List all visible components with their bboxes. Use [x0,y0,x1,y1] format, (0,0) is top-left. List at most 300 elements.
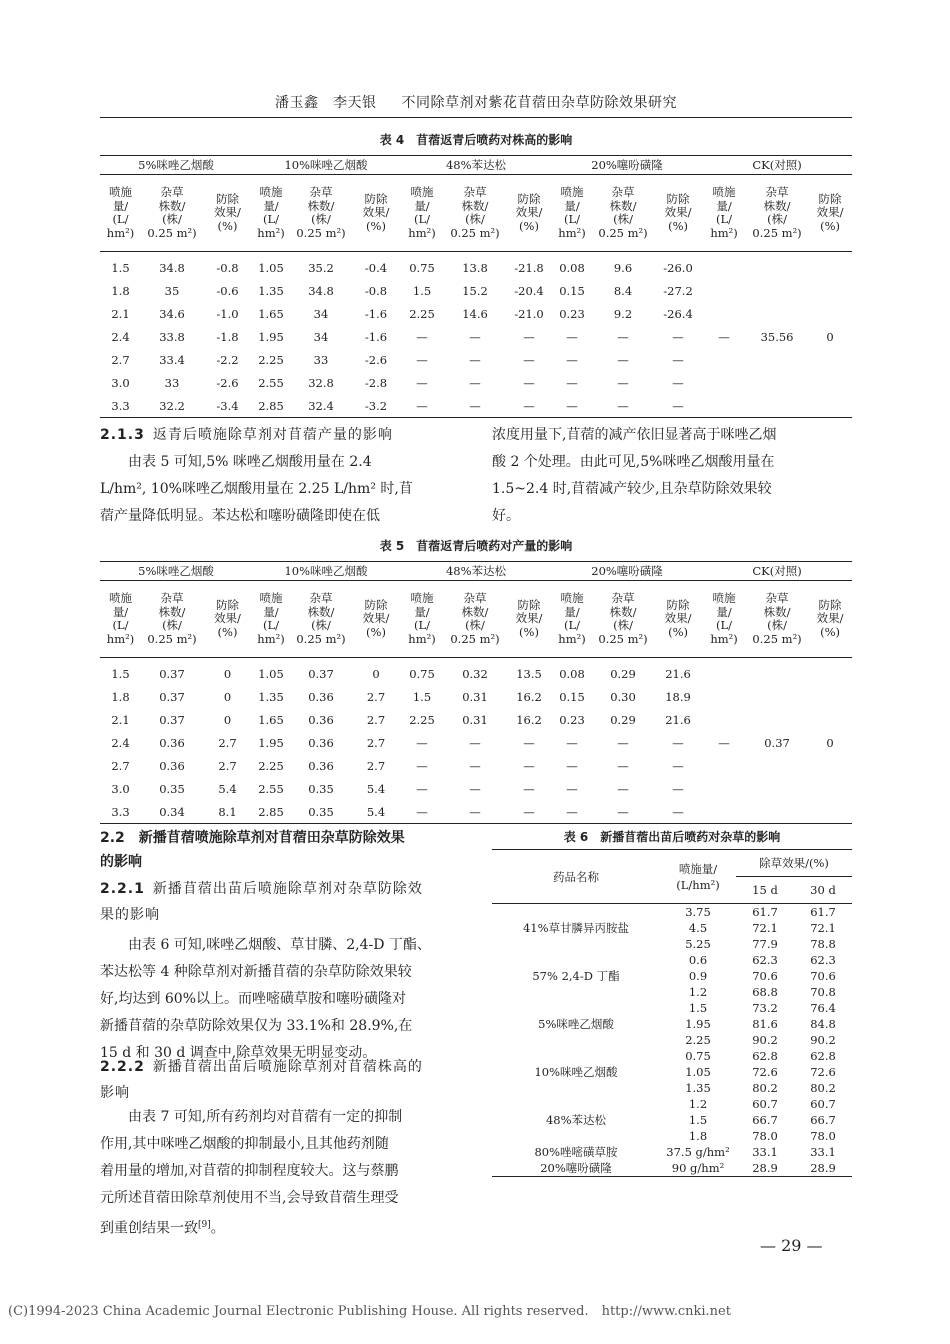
table-cell: -0.6 [216,283,239,298]
table-cell: 28.9 [810,1161,836,1175]
table-cell: 2.4 [111,329,130,344]
table-cell: 61.7 [810,905,836,919]
sec22-title [100,826,460,874]
table-cell: — [416,758,428,773]
table-cell: 0.9 [688,969,708,983]
table-cell: 33 [313,352,329,367]
table-cell: 2.7 [111,352,130,367]
table-cell: — [566,398,578,413]
table4-subheader-text: 杂草 株数/ (株/ 0.25 m²) [147,185,197,240]
table-cell: 2.7 [366,758,386,773]
sec213-line: 由表 5 可知,5% 咪唑乙烟酸用量在 2.4 [128,454,372,470]
ck-cell: — [718,329,730,344]
table4-subheader-text: 防除 效果/ (%) [362,191,390,233]
header-authors: 潘玉鑫 李天银 [275,95,377,111]
table5-subheader-text: 喷施 量/ (L/ hm²) [408,591,436,646]
table-cell: -27.2 [663,283,693,298]
table-cell: 34.8 [308,283,334,298]
sec213-line: L/hm², 10%咪唑乙烟酸用量在 2.25 L/hm² 时,苜 [100,481,413,497]
t6-drug-name: 10%咪唑乙烟酸 [534,1065,618,1079]
table4-subheader [203,175,252,252]
t6-drug-name: 48%苯达松 [545,1113,607,1127]
table-cell: — [672,375,684,390]
table-cell: 0.08 [559,666,585,681]
table-cell: — [523,804,535,819]
table-cell: 1.5 [688,1113,708,1127]
ck-cell: 0 [826,329,834,344]
table-cell: 1.5 [688,1001,708,1015]
running-header [100,92,852,112]
table-cell: — [416,735,428,750]
table-cell: 33.1 [752,1145,778,1159]
table4-subheader [290,175,352,252]
table-cell: 1.8 [688,1129,708,1143]
t6-col-rate-line2: (L/hm²) [676,877,720,892]
table-cell: — [416,781,428,796]
table-cell: 9.6 [613,260,633,275]
header-title: 不同除草剂对紫花苜蓿田杂草防除效果研究 [401,95,677,111]
sec22-title-line2: 的影响 [100,854,142,870]
table4-sub-header [100,175,852,252]
table-row [492,1048,852,1064]
table-cell: 0.36 [308,758,334,773]
table4-subheader-text: 喷施 量/ (L/ hm²) [558,185,586,240]
table5-subheader [592,581,654,658]
table-cell: — [416,375,428,390]
table-cell: — [617,735,629,750]
table-cell: -2.6 [216,375,239,390]
table-cell: 0.6 [688,953,708,967]
table5-container [100,561,852,824]
table-cell: -20.4 [514,283,544,298]
table-cell: 2.7 [366,735,386,750]
table5-group-0: 5%咪唑乙烟酸 [100,562,252,581]
sec222-num: 2.2.2 [100,1059,145,1075]
table-cell: 0.36 [308,712,334,727]
table-cell: 3.0 [111,781,130,796]
table-cell: — [416,804,428,819]
table-cell: — [672,352,684,367]
table-cell: — [617,781,629,796]
table-cell: 14.6 [462,306,488,321]
t6-col-effect: 除草效果/(%) [736,850,852,877]
table-cell: — [469,352,481,367]
table-cell: -0.8 [216,260,239,275]
table-cell: 0.37 [308,666,334,681]
sec222-line: 元所述苜蓿田除草剂使用不当,会导致苜蓿生理受 [100,1190,399,1206]
table-cell: — [672,735,684,750]
table-cell: 77.9 [752,937,778,951]
table-cell: — [617,352,629,367]
table-cell: — [469,398,481,413]
table-row [492,1144,852,1160]
table5-group-header [100,562,852,581]
table-cell: 1.95 [685,1017,711,1031]
table4-group-3: 20%噻吩磺隆 [552,156,702,175]
table-cell: 80.2 [810,1081,836,1095]
table-cell: 90.2 [752,1033,778,1047]
table-row [492,904,852,921]
table-cell: 2.85 [258,804,284,819]
table-cell: 0.23 [559,712,585,727]
table-cell: 16.2 [516,712,542,727]
sec221-body [100,932,460,1067]
table4-subheader [400,175,444,252]
ck-cell: 0.37 [764,735,790,750]
table-cell: — [672,804,684,819]
citation: [9] [198,1220,211,1230]
table-cell: 2.25 [258,758,284,773]
sec222-line: 到重创结果一致 [100,1220,198,1237]
sec222-line: 由表 7 可知,所有药剂均对苜蓿有一定的抑制 [128,1109,403,1125]
sec221-line: 好,均达到 60%以上。而唑嘧磺草胺和噻吩磺隆对 [100,991,407,1007]
table-cell: 34 [313,329,329,344]
table-cell: 2.55 [258,375,284,390]
table6 [492,849,852,1177]
table-cell: -3.4 [216,398,239,413]
table-cell: 2.25 [409,306,435,321]
table5-subheader-text: 防除 效果/ (%) [816,597,844,639]
ck-cell: 35.56 [760,329,794,344]
ck-cell: — [718,735,730,750]
table-cell: 0.37 [159,689,185,704]
table-cell: — [617,804,629,819]
table-cell: 18.9 [665,689,691,704]
copyright-footer: (C)1994-2023 China Academic Journal Electronic Publishing House. All rights reserved. http://www.cnki.net [8,1304,731,1319]
table5-subheader [100,581,141,658]
table4-container [100,155,852,418]
table5 [100,561,852,824]
table-cell: 70.6 [810,969,836,983]
sec213-line: 酸 2 个处理。由此可见,5%咪唑乙烟酸用量在 [492,454,775,470]
table-cell: 68.8 [752,985,778,999]
table-cell: — [523,781,535,796]
table4-subheader-text: 防除 效果/ (%) [816,191,844,233]
table-cell: 33 [164,375,180,390]
sec221-num: 2.2.1 [100,881,145,897]
table-cell: — [469,781,481,796]
table-cell: 73.2 [752,1001,778,1015]
table-cell: 76.4 [810,1001,836,1015]
table4-subheader [444,175,506,252]
table4-subheader-text: 喷施 量/ (L/ hm²) [257,185,285,240]
table4-subheader [746,175,808,252]
table-cell: 8.4 [613,283,633,298]
table-cell: 0.30 [610,689,636,704]
sec213-num: 2.1.3 [100,427,145,443]
table-cell: 72.1 [752,921,778,935]
table-cell: 33.4 [159,352,185,367]
table-row [492,1096,852,1112]
table4-subheader-text: 杂草 株数/ (株/ 0.25 m²) [296,185,346,240]
sec222-line-end: 。 [210,1220,225,1237]
table-cell: 13.5 [516,666,542,681]
table5-subheader-text: 防除 效果/ (%) [362,597,390,639]
table-cell: — [416,398,428,413]
table4-subheader [100,175,141,252]
table-cell: 0.31 [462,689,488,704]
table-cell: -0.4 [364,260,388,275]
table-cell: 81.6 [752,1017,778,1031]
sec221-text: 新播苜蓿出苗后喷施除草剂对杂草防除效 [152,881,423,897]
table-cell: 3.3 [111,398,130,413]
table-cell: 1.35 [258,283,284,298]
table-cell: 32.4 [308,398,334,413]
table-cell: 5.4 [218,781,237,796]
table-cell: 2.7 [218,758,237,773]
table5-subheader-text: 杂草 株数/ (株/ 0.25 m²) [752,591,802,646]
table-cell: 0.29 [610,666,636,681]
table-cell: — [523,329,535,344]
table-cell: 0.29 [610,712,636,727]
table5-subheader [252,581,290,658]
table-cell: 1.5 [111,666,130,681]
table-cell: 0.08 [559,260,585,275]
table-cell: 66.7 [810,1113,836,1127]
sec213-line: 蓿产量降低明显。苯达松和噻吩磺隆即使在低 [100,508,380,524]
table-cell: 5.4 [366,781,386,796]
table5-subheader-text: 喷施 量/ (L/ hm²) [106,591,135,646]
sec221-title [100,876,462,928]
table4-subheader-text: 防除 效果/ (%) [664,191,692,233]
table-cell: 66.7 [752,1113,778,1127]
table4-group-header [100,156,852,175]
table4-subheader-text: 喷施 量/ (L/ hm²) [106,185,135,240]
t6-drug-name: 57% 2,4-D 丁酯 [532,969,620,983]
t6-drug-name: 41%草甘膦异丙胺盐 [522,921,630,935]
table-cell: 84.8 [810,1017,836,1031]
table-cell: 34.6 [159,306,185,321]
table-cell: 1.8 [111,283,130,298]
table-cell: — [672,329,684,344]
table-cell: — [416,352,428,367]
table-cell: 1.5 [412,283,432,298]
sec221-line: 新播苜蓿的杂草防除效果仅为 33.1%和 28.9%,在 [100,1018,413,1034]
table-cell: — [469,804,481,819]
table6-caption: 表 6 新播苜蓿出苗后喷药对杂草的影响 [563,830,781,844]
table-cell: 2.7 [366,712,386,727]
table4-subheader-text: 杂草 株数/ (株/ 0.25 m²) [752,185,802,240]
table4-subheader [552,175,592,252]
table-cell: 0.37 [159,666,185,681]
table6-container [492,849,852,1177]
sec213-left-column [100,449,460,530]
table-row [492,1000,852,1016]
table-cell: 62.3 [752,953,778,967]
table-cell: -1.6 [364,306,388,321]
table-cell: 21.6 [665,712,691,727]
table4-subheader [352,175,400,252]
table-cell: 1.5 [111,260,130,275]
table4-subheader [252,175,290,252]
table4-subheader [141,175,203,252]
table-cell: — [672,398,684,413]
table5-group-2: 48%苯达松 [400,562,552,581]
table-cell: 2.25 [409,712,435,727]
table-cell: 3.0 [111,375,130,390]
table4-subheader [654,175,702,252]
sec213-line: 好。 [492,508,520,524]
table-cell: — [469,329,481,344]
table-cell: 1.2 [688,985,708,999]
table-cell: 0.35 [308,781,334,796]
table-cell: 33.1 [810,1145,836,1159]
table-cell: — [523,758,535,773]
table-cell: -1.0 [216,306,239,321]
table5-subheader [702,581,746,658]
table-cell: 72.1 [810,921,836,935]
table-cell: — [672,758,684,773]
sec213-right-column [492,422,852,530]
table-cell: 1.35 [685,1081,711,1095]
t6-col-rate [660,850,736,904]
table-cell: 1.95 [258,735,284,750]
table-cell: 1.8 [111,689,130,704]
table-cell: 72.6 [752,1065,778,1079]
t6-drug-name: 80%唑嘧磺草胺 [534,1145,618,1159]
table5-group-4: CK(对照) [702,562,852,581]
table-cell: -1.6 [364,329,388,344]
table5-subheader [141,581,203,658]
table-cell: 80.2 [752,1081,778,1095]
table-cell: 2.25 [685,1033,711,1047]
table-cell: 0.34 [159,804,185,819]
sec222-line: 作用,其中咪唑乙烟酸的抑制最小,且其他药剂随 [100,1136,389,1152]
table-cell: 3.75 [685,905,711,919]
table-cell: — [566,375,578,390]
table-cell: 0.15 [559,283,585,298]
table-cell: -2.2 [216,352,239,367]
table-cell: — [523,352,535,367]
table-cell: — [617,375,629,390]
sec222-title-line2: 影响 [100,1085,130,1101]
table-cell: 0.32 [462,666,488,681]
table-cell: 4.5 [688,921,708,935]
table5-group-1: 10%咪唑乙烟酸 [252,562,400,581]
table-cell: — [617,398,629,413]
header-rule [100,117,852,118]
table-cell: 0 [223,666,232,681]
table-cell: 2.7 [366,689,386,704]
table-cell: 78.0 [752,1129,778,1143]
table-cell: -26.4 [663,306,693,321]
table-cell: — [523,398,535,413]
table-cell: -26.0 [663,260,693,275]
table-cell: 70.6 [752,969,778,983]
table-cell: 3.3 [111,804,130,819]
table-cell: 61.7 [752,905,778,919]
table-cell: -21.8 [514,260,544,275]
table4-group-2: 48%苯达松 [400,156,552,175]
table-cell: 0.35 [159,781,185,796]
table-cell: 1.35 [258,689,284,704]
table-cell: 1.5 [412,689,432,704]
table-cell: 90 g/hm² [671,1161,725,1175]
table5-subheader [352,581,400,658]
sec213-line: 1.5~2.4 时,苜蓿减产较少,且杂草防除效果较 [492,481,772,497]
table4-subheader [808,175,852,252]
table4-caption: 表 4 苜蓿返青后喷药对株高的影响 [379,133,573,147]
table-cell: — [617,329,629,344]
table4-subheader [592,175,654,252]
sec213-title [100,424,393,444]
t6-col-rate-line1: 喷施量/ [678,861,718,876]
table-cell: 2.25 [258,352,284,367]
table4-subheader-text: 杂草 株数/ (株/ 0.25 m²) [598,185,648,240]
sec221-line: 15 d 和 30 d 调查中,除草效果无明显变动。 [100,1045,377,1061]
sec221-line: 由表 6 可知,咪唑乙烟酸、草甘膦、2,4-D 丁酯、 [128,937,431,953]
sec221-line: 苯达松等 4 种除草剂对新播苜蓿的杂草防除效果较 [100,964,412,980]
table-cell: 0.36 [308,689,334,704]
table-cell: 0 [372,666,380,681]
table-cell: 0 [223,689,232,704]
sec222-body [100,1104,460,1243]
table-cell: 70.8 [810,985,836,999]
table-cell: 13.8 [462,260,488,275]
table-cell: 21.6 [665,666,691,681]
table5-subheader-text: 杂草 株数/ (株/ 0.25 m²) [296,591,346,646]
table-cell: 60.7 [752,1097,778,1111]
table-cell: — [566,352,578,367]
table-cell: 34.8 [159,260,185,275]
table5-subheader [552,581,592,658]
table5-subheader [400,581,444,658]
table-cell: — [469,758,481,773]
table5-subheader-text: 杂草 株数/ (株/ 0.25 m²) [598,591,648,646]
table-cell: — [523,735,535,750]
table-cell: — [566,329,578,344]
t6-drug-name: 5%咪唑乙烟酸 [538,1017,614,1031]
table-cell: 1.05 [258,260,284,275]
table-cell: 0.75 [409,260,435,275]
table-cell: 0.36 [159,735,185,750]
t6-col-30d: 30 d [810,883,836,897]
table-cell: — [566,804,578,819]
table-cell: 33.8 [159,329,185,344]
table-cell: -1.8 [216,329,239,344]
table5-subheader-text: 喷施 量/ (L/ hm²) [710,591,738,646]
table-cell: 78.8 [810,937,836,951]
table-cell: — [566,758,578,773]
table-cell: 1.95 [258,329,284,344]
table-cell: 35 [164,283,180,298]
table4 [100,155,852,418]
table-cell: 0.37 [159,712,185,727]
table-cell: — [566,735,578,750]
table-cell: 9.2 [613,306,633,321]
table5-sub-header [100,581,852,658]
table4-subheader [702,175,746,252]
table-cell: 90.2 [810,1033,836,1047]
table4-group-1: 10%咪唑乙烟酸 [252,156,400,175]
table-cell: 2.7 [111,758,130,773]
table-cell: 0.31 [462,712,488,727]
table5-subheader-text: 喷施 量/ (L/ hm²) [558,591,586,646]
table-cell: 78.0 [810,1129,836,1143]
table-cell: 62.8 [752,1049,778,1063]
table-cell: 32.2 [159,398,185,413]
table-cell: 37.5 g/hm² [666,1145,730,1159]
table-cell: -0.8 [364,283,388,298]
table4-subheader-text: 喷施 量/ (L/ hm²) [710,185,738,240]
table-cell: — [617,758,629,773]
table-cell: -3.2 [364,398,388,413]
table5-subheader [808,581,852,658]
table-cell: -21.0 [514,306,544,321]
table-cell: — [672,781,684,796]
sec213-text: 返青后喷施除草剂对苜蓿产量的影响 [152,427,393,443]
table-cell: 72.6 [810,1065,836,1079]
